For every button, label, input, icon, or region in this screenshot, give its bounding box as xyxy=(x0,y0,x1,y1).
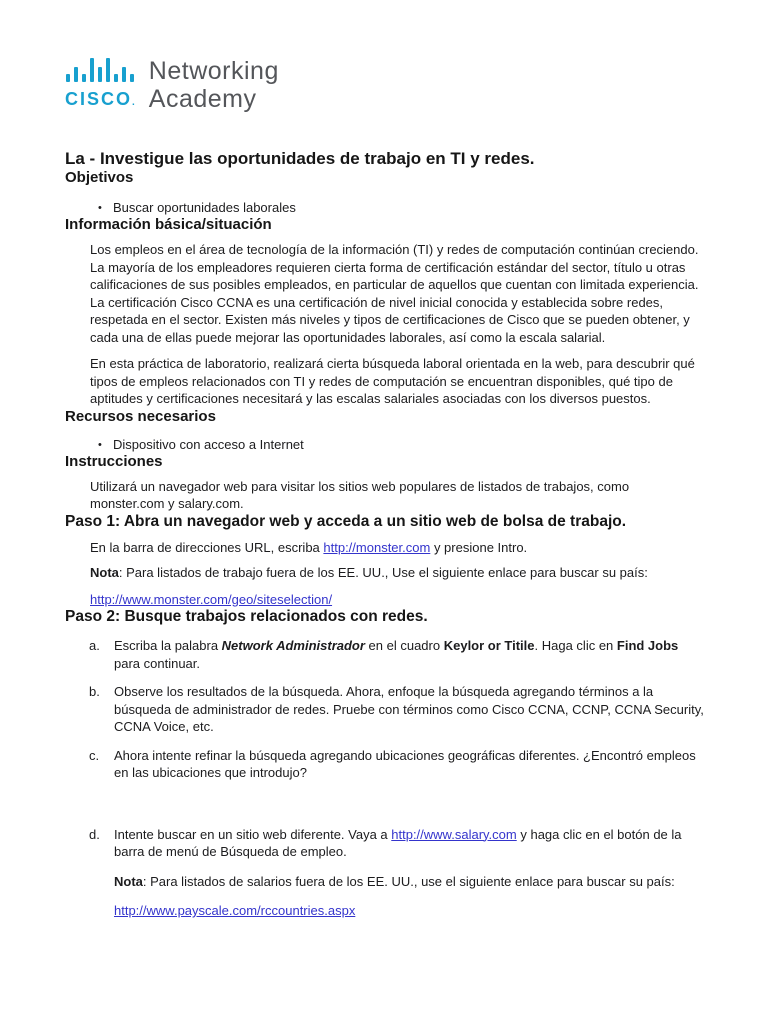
list-letter: b. xyxy=(89,684,100,699)
informacion-paragraph-2: En esta práctica de laboratorio, realizará cierta búsqueda laboral orientada en la web, para descubrir qué tipos de empleos relacionados con TI y redes de computación se encuentran disponibles, qué tipo de aptitudes y certificaciones necesitará y las escalas salariales asociadas con los diversos puestos. xyxy=(90,356,695,406)
item-d-post: y haga clic en el botón de la barra de menú de Búsqueda de empleo. xyxy=(114,826,682,859)
cisco-trademark-dot: . xyxy=(132,97,135,108)
cisco-wordmark-text: cisco xyxy=(65,83,133,111)
bullet-icon: • xyxy=(98,438,102,451)
list-item-a-text xyxy=(114,637,706,672)
cisco-logo-mark xyxy=(65,56,135,116)
list-item-a xyxy=(89,637,706,672)
list-letter: a. xyxy=(89,638,100,653)
heading-recursos: Recursos necesarios xyxy=(65,407,216,425)
heading-objetivos: Objetivos xyxy=(65,169,134,186)
list-item-b xyxy=(89,683,706,736)
item-a-post: para continuar. xyxy=(114,655,201,671)
list-item-d-text xyxy=(114,826,706,861)
list-item-d xyxy=(89,826,706,861)
payscale-countries-link[interactable]: http://www.payscale.com/rccountries.aspx xyxy=(114,903,356,918)
informacion-paragraph-1: Los empleos en el área de tecnología de la información (TI) y redes de computación continúan creciendo. La mayoría de los empleadores requieren cierta forma de certificación estándar del sector, título u otras calificaciones de sus posibles empleados, en particular de aquellos que cuentan con limitada experiencia. La certificación Cisco CCNA es una certificación de nivel inicial conocida y establecida sobre redes, respetada en el sector. Existen más niveles y tipos de certificaciones de Cisco que se pueden obtener, y cada una de ellas puede mejorar las oportunidades laborales, así como la escala salarial. xyxy=(90,242,699,345)
bullet-icon: • xyxy=(98,202,102,214)
heading-informacion: Información básica/situación xyxy=(65,216,272,233)
list-item-b-text: Observe los resultados de la búsqueda. Ahora, enfoque la búsqueda agregando términos a la búsqueda de administrador de redes. Pruebe con términos como Cisco CCNA, CCNP, CCNA Security, CCNA Voice, etc. xyxy=(114,684,704,734)
paso1-country-link-line xyxy=(90,591,705,609)
cisco-networking-academy-logo xyxy=(65,56,706,116)
paso1-url-line-pre: En la barra de direcciones URL, escriba xyxy=(90,539,324,555)
nota-label: Nota xyxy=(114,873,143,889)
paso2-country-link-line xyxy=(114,902,706,920)
recursos-bullet-text: Dispositivo con acceso a Internet xyxy=(113,436,304,452)
nota-label: Nota xyxy=(90,565,119,580)
paso1-nota-line xyxy=(90,564,705,582)
cisco-wordmark xyxy=(65,84,135,116)
list-item-c-text: Ahora intente refinar la búsqueda agregando ubicaciones geográficas diferentes. ¿Encontró empleos en las ubicaciones que introdujo? xyxy=(114,747,696,780)
item-a-pre: Escriba la palabra xyxy=(114,638,222,653)
page-title: La - Investigue las oportunidades de trabajo en TI y redes. xyxy=(65,149,535,168)
item-a-mid2: . Haga clic en xyxy=(534,638,617,653)
instrucciones-paragraph: Utilizará un navegador web para visitar los sitios web populares de listados de trabajos, como monster.com y salary.com. xyxy=(90,478,630,511)
paso1-url-line-post: y presione Intro. xyxy=(430,539,528,555)
heading-instrucciones: Instrucciones xyxy=(65,452,163,470)
item-a-field-name: Keylor or Titile xyxy=(443,638,535,653)
paso1-nota-text: : Para listados de trabajo fuera de los EE. UU., Use el siguiente enlace para buscar su país: xyxy=(118,565,648,580)
list-letter: d. xyxy=(89,826,100,842)
paso1-url-line xyxy=(90,539,705,557)
list-letter: c. xyxy=(89,747,100,763)
heading-paso-1: Paso 1: Abra un navegador web y acceda a un sitio web de bolsa de trabajo. xyxy=(65,512,627,530)
monster-siteselection-link[interactable]: http://www.monster.com/geo/siteselection/ xyxy=(90,591,333,607)
paso2-nota-text: : Para listados de salarios fuera de los EE. UU., use el siguiente enlace para buscar su país: xyxy=(142,873,675,889)
logo-tagline-line1: Networking xyxy=(148,57,279,85)
item-a-mid1: en el cuadro xyxy=(364,638,444,653)
monster-com-link[interactable]: http://monster.com xyxy=(323,539,431,555)
networking-academy-text xyxy=(149,57,279,113)
item-a-search-term: Network Administrador xyxy=(221,638,365,653)
objetivos-bullet-item xyxy=(98,200,706,216)
cisco-bridge-bars-icon xyxy=(66,56,135,82)
list-item-c xyxy=(89,747,706,782)
salary-com-link[interactable]: http://www.salary.com xyxy=(391,826,517,842)
heading-paso-2: Paso 2: Busque trabajos relacionados con redes. xyxy=(65,608,428,625)
paso2-nota-line xyxy=(114,873,706,891)
item-d-pre: Intente buscar en un sitio web diferente. Vaya a xyxy=(114,826,392,842)
item-a-button-name: Find Jobs xyxy=(616,638,679,653)
logo-tagline-line2: Academy xyxy=(148,85,257,113)
objetivos-bullet-text: Buscar oportunidades laborales xyxy=(113,200,296,215)
recursos-bullet-item xyxy=(98,437,706,453)
